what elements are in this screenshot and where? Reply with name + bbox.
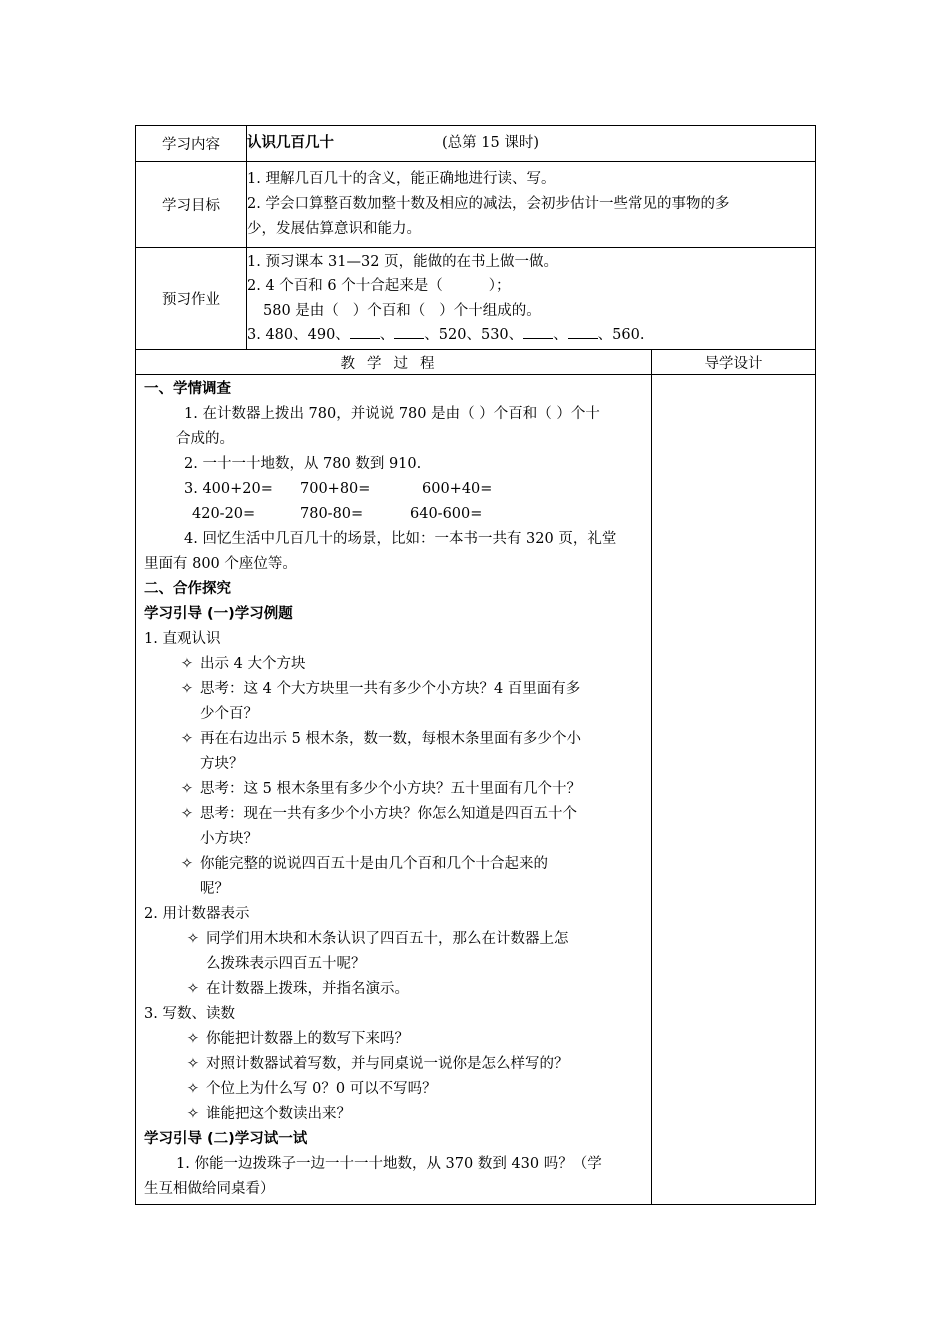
bullet-text: 谁能把这个数读出来？	[206, 1106, 351, 1122]
prep-text: 2. 4 个百和 6 个十合起来是（	[247, 278, 443, 294]
blank	[523, 324, 553, 339]
prep-text: 、	[379, 327, 395, 343]
bullet-text: 么拨珠表示四百五十呢？	[206, 956, 366, 972]
process-body	[136, 375, 652, 1205]
content-cell	[247, 126, 816, 162]
bullet-text: 再在右边出示 5 根木条，数一数，每根木条里面有多少个小	[200, 731, 581, 747]
bullet-icon: ✧	[180, 781, 194, 797]
text-line: 1. 你能一边拨珠子一边一十一十地数，从 370 数到 430 吗？（学	[176, 1156, 602, 1172]
guide-heading: 导学设计	[652, 350, 816, 375]
prep-line: 1. 预习课本 31—32 页，能做的在书上做一做。	[247, 253, 559, 270]
goal-line: 2. 学会口算整百数加整十数及相应的减法，会初步估计一些常见的事物的多	[247, 196, 730, 212]
goal-row	[136, 162, 816, 248]
calc-item: 600+40=	[422, 481, 493, 497]
bullet-text: 思考：这 5 根木条里有多少个小方块？五十里面有几个十？	[200, 781, 581, 797]
bullet-text: 在计数器上拨珠，并指名演示。	[206, 981, 409, 997]
content-row	[136, 126, 816, 162]
lesson-meta: (总第 15 课时)	[442, 135, 539, 151]
bullet-item	[144, 852, 643, 902]
bullet-text: 出示 4 大个方块	[200, 656, 306, 672]
bullet-icon: ✧	[180, 731, 194, 747]
bullet-item	[144, 652, 643, 677]
bullet-icon: ✧	[186, 1106, 200, 1122]
calc-item: 420-20=	[192, 506, 256, 522]
bullet-text: 你能把计数器上的数写下来吗？	[206, 1031, 409, 1047]
prep-text: 、	[553, 327, 568, 343]
guide-title: 学习引导 (一)学习例题	[144, 606, 293, 622]
prep-text: 3. 480、490、	[247, 327, 350, 343]
bullet-item	[144, 1027, 643, 1052]
text-line: 2. 一十一十地数，从 780 数到 910.	[184, 456, 422, 472]
bullet-icon: ✧	[180, 681, 194, 697]
bullet-icon: ✧	[180, 656, 194, 672]
bullet-item	[144, 927, 643, 977]
text-line: 1. 在计数器上拨出 780，并说说 780 是由（ ）个百和（ ）个十	[184, 406, 600, 422]
prep-cell	[247, 248, 816, 350]
text-line: 生互相做给同桌看）	[144, 1181, 275, 1197]
bullet-text: 方块？	[200, 756, 244, 772]
text-line: 4. 回忆生活中几百几十的场景，比如：一本书一共有 320 页，礼堂	[184, 531, 617, 547]
blank	[568, 324, 598, 339]
subsection-title: 2. 用计数器表示	[144, 906, 250, 922]
subsection-title: 1. 直观认识	[144, 631, 221, 647]
text-line: 里面有 800 个座位等。	[144, 556, 297, 572]
prep-text: ）个十组成的。	[439, 302, 541, 319]
bullet-text: 思考：现在一共有多少个小方块？你怎么知道是四百五十个	[200, 806, 577, 822]
prep-text: ）个百和（	[352, 302, 426, 319]
calc-item: 700+80=	[300, 481, 371, 497]
calc-item: 3. 400+20=	[184, 481, 273, 497]
prep-text: ）；	[488, 278, 511, 294]
calc-line	[144, 502, 643, 527]
blank	[350, 324, 380, 339]
process-body-row	[136, 375, 816, 1205]
bullet-text: 对照计数器试着写数，并与同桌说一说你是怎么样写的？	[206, 1056, 569, 1072]
goal-cell	[247, 162, 816, 248]
section-title: 二、合作探究	[144, 581, 231, 597]
guide-design-cell	[652, 375, 816, 1205]
guide-title: 学习引导 (二)学习试一试	[144, 1131, 308, 1147]
bullet-icon: ✧	[180, 856, 194, 872]
prep-row	[136, 248, 816, 350]
bullet-icon: ✧	[186, 931, 200, 947]
calc-line	[144, 477, 643, 502]
bullet-item	[144, 727, 643, 777]
bullet-icon: ✧	[180, 806, 194, 822]
bullet-item	[144, 1077, 643, 1102]
process-heading: 教学过程	[340, 355, 447, 372]
bullet-icon: ✧	[186, 981, 200, 997]
prep-line	[247, 323, 815, 348]
bullet-item	[144, 977, 643, 1002]
section-title: 一、学情调查	[144, 381, 231, 397]
bullet-text: 同学们用木块和木条认识了四百五十，那么在计数器上怎	[206, 931, 569, 947]
prep-text: 、520、530、	[424, 327, 524, 343]
bullet-item	[144, 1052, 643, 1077]
prep-text: 、560.	[597, 327, 645, 343]
content-label: 学习内容	[136, 126, 247, 162]
bullet-item	[144, 1102, 643, 1127]
bullet-text: 你能完整的说说四百五十是由几个百和几个十合起来的	[200, 856, 548, 872]
goal-label: 学习目标	[136, 162, 247, 248]
blank	[394, 324, 424, 339]
bullet-text: 思考：这 4 个大方块里一共有多少个小方块？4 百里面有多	[200, 681, 581, 697]
calc-item: 640-600=	[410, 506, 483, 522]
prep-line	[247, 299, 815, 324]
prep-label: 预习作业	[136, 248, 247, 350]
lesson-plan-table	[135, 125, 816, 1205]
bullet-text: 个位上为什么写 0？0 可以不写吗？	[206, 1081, 437, 1097]
text-line: 合成的。	[176, 431, 234, 447]
process-header-row	[136, 350, 816, 375]
bullet-icon: ✧	[186, 1081, 200, 1097]
bullet-text: 小方块？	[200, 831, 258, 847]
bullet-item	[144, 677, 643, 727]
process-heading-cell	[136, 350, 652, 375]
prep-line	[247, 274, 815, 299]
lesson-title: 认识几百几十	[247, 135, 334, 151]
bullet-icon: ✧	[186, 1031, 200, 1047]
bullet-icon: ✧	[186, 1056, 200, 1072]
bullet-item	[144, 777, 643, 802]
prep-text: 580 是由（	[263, 302, 339, 319]
calc-item: 780-80=	[300, 506, 364, 522]
subsection-title: 3. 写数、读数	[144, 1006, 235, 1022]
goal-line: 1. 理解几百几十的含义，能正确地进行读、写。	[247, 171, 556, 187]
bullet-text: 少个百？	[200, 706, 258, 722]
bullet-text: 呢？	[200, 881, 229, 897]
goal-line: 少，发展估算意识和能力。	[247, 221, 421, 237]
bullet-item	[144, 802, 643, 852]
